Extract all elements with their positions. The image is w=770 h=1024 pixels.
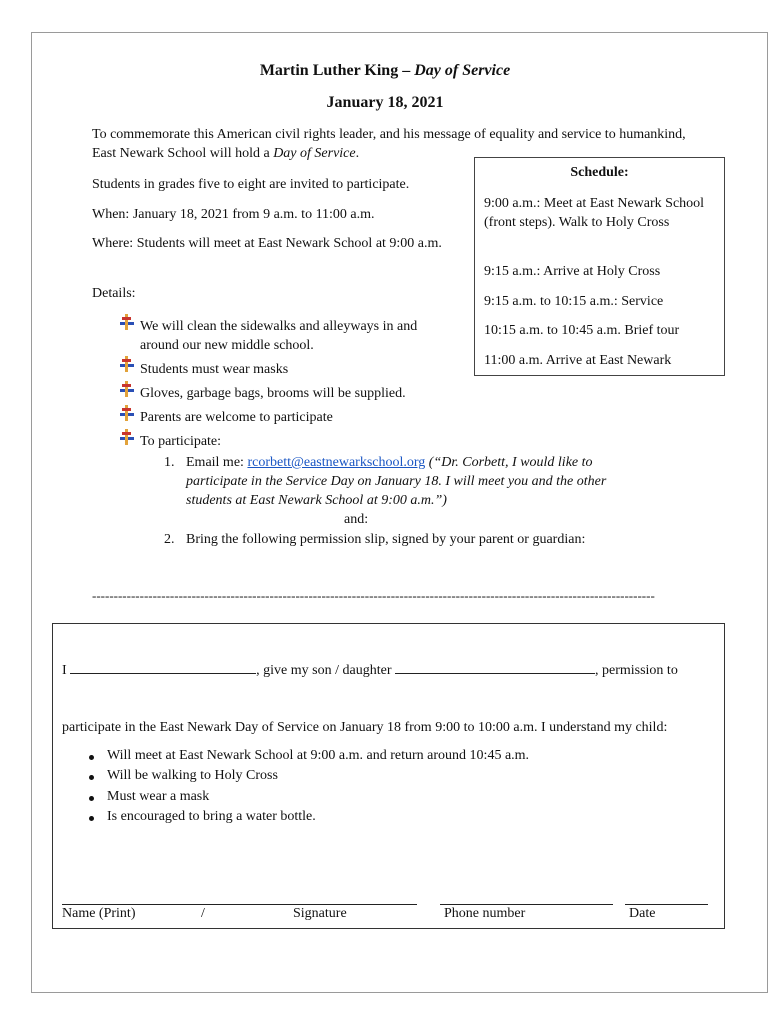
date-line[interactable] — [625, 904, 708, 905]
schedule-item: 10:15 a.m. to 10:45 a.m. Brief tour — [484, 323, 680, 338]
bullet-dot — [89, 755, 94, 760]
bullet-dot — [89, 775, 94, 780]
pushpin-bullet-icon — [118, 313, 136, 331]
intro-paragraph: To commemorate this American civil rights leader, and his message of equality and service to humankind, East Newark School will hold a Day of Service. — [92, 127, 686, 161]
email-link[interactable]: rcorbett@eastnewarkschool.org — [247, 455, 426, 470]
step-1-quote: students at East Newark School at 9:00 a.m.”) — [186, 493, 447, 508]
detail-item: Students must wear masks — [140, 362, 289, 377]
pushpin-bullet-icon — [118, 404, 136, 422]
where-text: Where: Students will meet at East Newark School at 9:00 a.m. — [92, 236, 442, 251]
when-text: When: January 18, 2021 from 9 a.m. to 11:00 a.m. — [92, 207, 375, 222]
detail-item: To participate: — [140, 434, 222, 449]
bullet-dot — [89, 816, 94, 821]
schedule-box — [474, 157, 725, 376]
schedule-item: 9:00 a.m.: Meet at East Newark School (front steps). Walk to Holy Cross — [484, 196, 705, 230]
child-name-blank[interactable] — [395, 661, 595, 674]
bullet-dot — [89, 796, 94, 801]
slip-line-1: I , give my son / daughter , permission to — [62, 663, 678, 678]
details-label: Details: — [92, 286, 136, 301]
parent-name-blank[interactable] — [70, 661, 256, 674]
pushpin-bullet-icon — [118, 355, 136, 373]
schedule-title: Schedule: — [570, 165, 629, 180]
slip-bullet: Will meet at East Newark School at 9:00 a.m. and return around 10:45 a.m. — [107, 748, 530, 763]
step-number: 1. — [164, 455, 175, 470]
detail-item: Parents are welcome to participate — [140, 410, 333, 425]
detail-item: around our new middle school. — [140, 338, 314, 353]
step-1: Email me: rcorbett@eastnewarkschool.org (“Dr. Corbett, I would like to — [186, 455, 593, 470]
pushpin-bullet-icon — [118, 428, 136, 446]
and-text: and: — [344, 512, 369, 527]
slip-bullet: Will be walking to Holy Cross — [107, 768, 278, 783]
step-1-quote: participate in the Service Day on January 18. I will meet you and the other — [186, 474, 607, 489]
phone-line[interactable] — [440, 904, 613, 905]
step-number: 2. — [164, 532, 175, 547]
slip-bullet: Must wear a mask — [107, 789, 210, 804]
schedule-item: 9:15 a.m.: Arrive at Holy Cross — [484, 264, 661, 279]
schedule-item: 9:15 a.m. to 10:15 a.m.: Service — [484, 294, 664, 309]
slip-bullet: Is encouraged to bring a water bottle. — [107, 809, 316, 824]
grades-text: Students in grades five to eight are invited to participate. — [92, 177, 410, 192]
date-label: Date — [629, 906, 656, 921]
detail-item: We will clean the sidewalks and alleyways in and — [140, 319, 418, 334]
signature-label: Signature — [293, 906, 347, 921]
document-title: Martin Luther King – Day of Service — [259, 62, 511, 79]
pushpin-bullet-icon — [118, 380, 136, 398]
slash-label: / — [201, 906, 205, 921]
name-signature-line[interactable] — [62, 904, 417, 905]
step-2: Bring the following permission slip, signed by your parent or guardian: — [186, 532, 586, 547]
cut-line: ---------------------------------------------------------------------------------------------------------------------------------- — [92, 588, 655, 603]
name-print-label: Name (Print) — [62, 906, 136, 921]
detail-item: Gloves, garbage bags, brooms will be supplied. — [140, 386, 406, 401]
schedule-item: 11:00 a.m. Arrive at East Newark — [484, 353, 672, 368]
document-date: January 18, 2021 — [326, 94, 444, 111]
phone-label: Phone number — [444, 906, 526, 921]
slip-participate-text: participate in the East Newark Day of Service on January 18 from 9:00 to 10:00 a.m. I understand my child: — [62, 720, 668, 735]
